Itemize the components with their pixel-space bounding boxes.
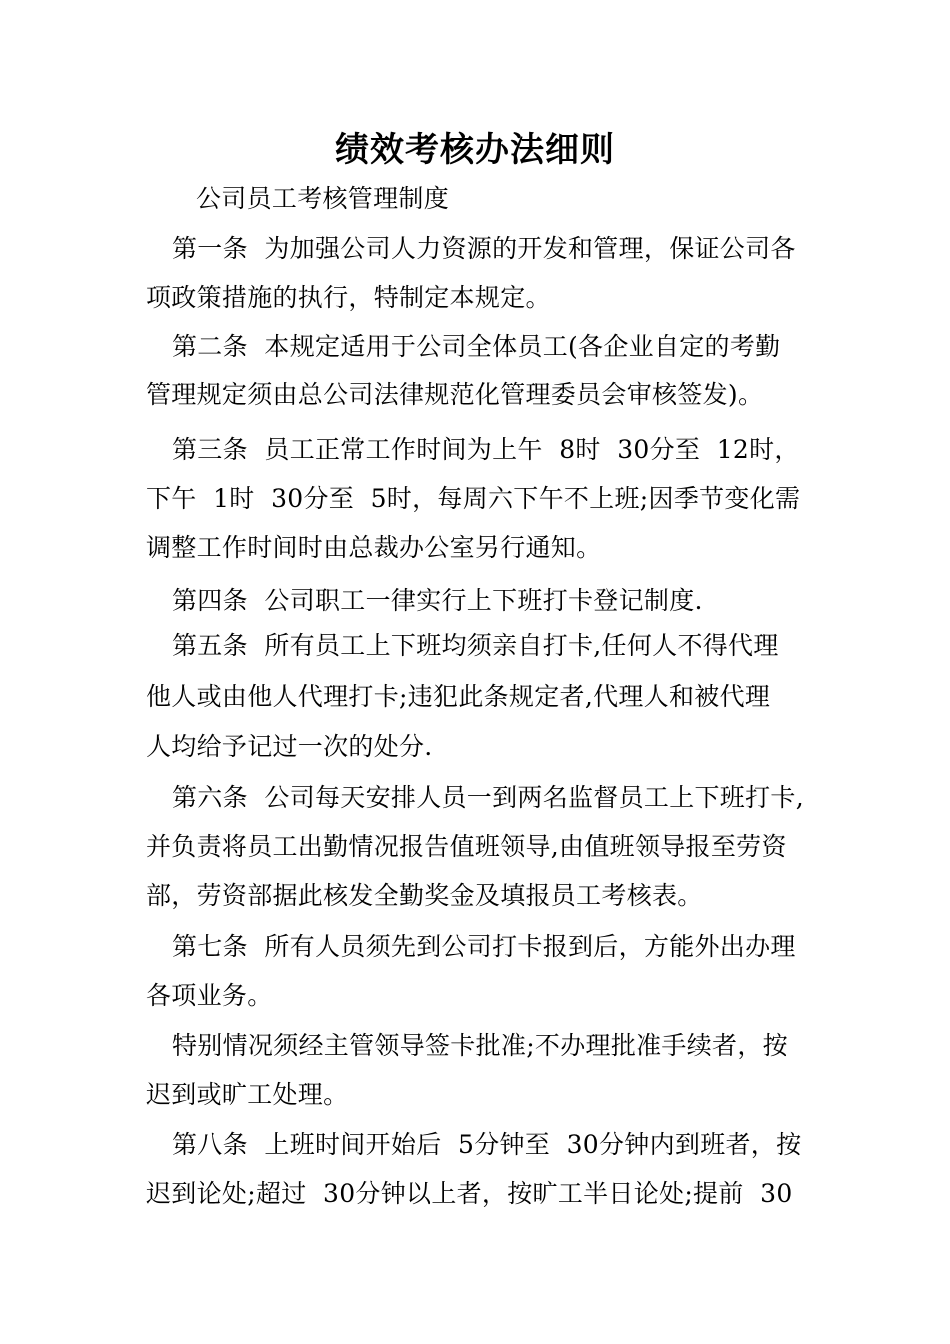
paragraph-line: 下午 1时 30分至 5时，每周六下午不上班;因季节变化需 bbox=[146, 484, 801, 513]
paragraph-line: 第二条 本规定适用于公司全体员工(各企业自定的考勤 bbox=[172, 332, 781, 361]
paragraph-line: 第四条 公司职工一律实行上下班打卡登记制度. bbox=[172, 586, 703, 615]
document-subtitle: 公司员工考核管理制度 bbox=[196, 184, 450, 213]
paragraph-line: 人均给予记过一次的处分. bbox=[146, 732, 433, 761]
paragraph-line: 各项业务。 bbox=[146, 981, 273, 1010]
paragraph-line: 调整工作时间时由总裁办公室另行通知。 bbox=[146, 533, 602, 562]
paragraph-line: 他人或由他人代理打卡;违犯此条规定者,代理人和被代理 bbox=[146, 682, 771, 711]
paragraph-line: 第三条 员工正常工作时间为上午 8时 30分至 12时， bbox=[172, 435, 800, 464]
paragraph-line: 第一条 为加强公司人力资源的开发和管理，保证公司各 bbox=[172, 234, 796, 263]
paragraph-line: 第五条 所有员工上下班均须亲自打卡,任何人不得代理 bbox=[172, 631, 779, 660]
paragraph-line: 并负责将员工出勤情况报告值班领导,由值班领导报至劳资 bbox=[146, 832, 787, 861]
document-title: 绩效考核办法细则 bbox=[335, 130, 615, 170]
paragraph-line: 第八条 上班时间开始后 5分钟至 30分钟内到班者，按 bbox=[172, 1130, 802, 1159]
paragraph-line: 项政策措施的执行，特制定本规定。 bbox=[146, 283, 551, 312]
paragraph-line: 特别情况须经主管领导签卡批准;不办理批准手续者，按 bbox=[172, 1031, 788, 1060]
paragraph-line: 迟到论处;超过 30分钟以上者，按旷工半日论处;提前 30 bbox=[146, 1179, 793, 1208]
paragraph-line: 第六条 公司每天安排人员一到两名监督员工上下班打卡, bbox=[172, 783, 804, 812]
paragraph-line: 第七条 所有人员须先到公司打卡报到后，方能外出办理 bbox=[172, 932, 796, 961]
paragraph-line: 部，劳资部据此核发全勤奖金及填报员工考核表。 bbox=[146, 881, 703, 910]
paragraph-line: 迟到或旷工处理。 bbox=[146, 1080, 349, 1109]
paragraph-line: 管理规定须由总公司法律规范化管理委员会审核签发)。 bbox=[146, 380, 764, 409]
